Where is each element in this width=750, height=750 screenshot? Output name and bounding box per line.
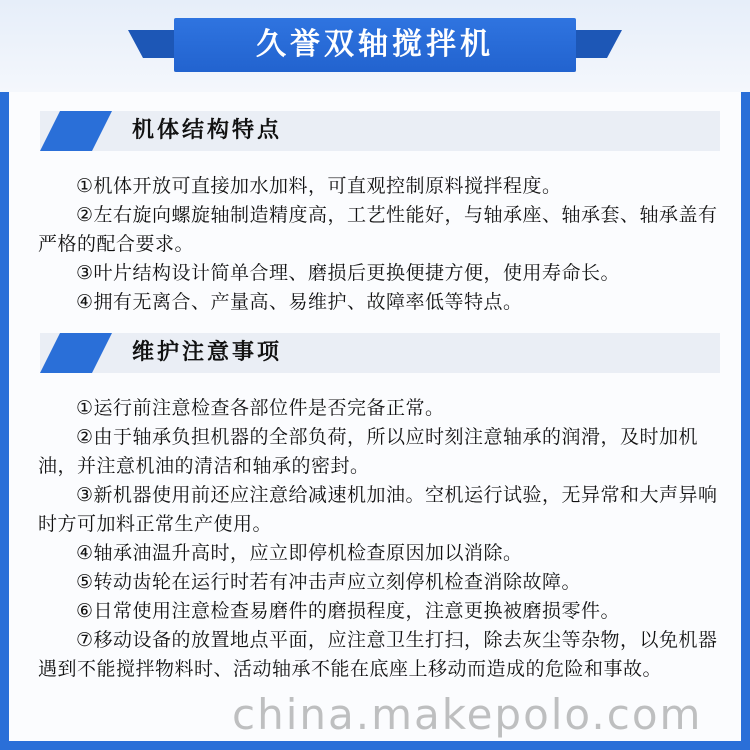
section-body-structure bbox=[38, 172, 726, 317]
feature-item: ①机体开放可直接加水加料，可直观控制原料搅拌程度。 bbox=[76, 175, 562, 197]
maintenance-item: ④轴承油温升高时，应立即停机检查原因加以消除。 bbox=[76, 542, 523, 564]
feature-item: ④拥有无离合、产量高、易维护、故障率低等特点。 bbox=[76, 291, 523, 313]
maintenance-item: ②由于轴承负担机器的全部负荷，所以应时刻注意轴承的润滑，及时加机油，并注意机油的清洁和轴承的密封。 bbox=[38, 426, 699, 477]
maintenance-item: ③新机器使用前还应注意给减速机加油。空机运行试验，无异常和大声异响时方可加料正常生产使用。 bbox=[38, 484, 718, 535]
section-body-maintenance bbox=[38, 394, 726, 684]
section-header-structure bbox=[40, 111, 720, 151]
watermark: china.makepolo.com bbox=[232, 690, 703, 739]
maintenance-item: ⑤转动齿轮在运行时若有冲击声应立刻停机检查消除故障。 bbox=[76, 571, 582, 593]
page-title: 久誉双轴搅拌机 bbox=[256, 27, 494, 62]
section-heading: 维护注意事项 bbox=[132, 340, 283, 365]
maintenance-item: ①运行前注意检查各部位件是否完备正常。 bbox=[76, 397, 445, 419]
maintenance-item: ⑦移动设备的放置地点平面，应注意卫生打扫，除去灰尘等杂物，以免机器遇到不能搅拌物料时、活动轴承不能在底座上移动而造成的危险和事故。 bbox=[38, 629, 718, 680]
section-heading: 机体结构特点 bbox=[132, 118, 283, 143]
section-header-maintenance bbox=[40, 333, 720, 373]
feature-item: ②左右旋向螺旋轴制造精度高，工艺性能好，与轴承座、轴承套、轴承盖有严格的配合要求。 bbox=[38, 204, 718, 255]
maintenance-item: ⑥日常使用注意检查易磨件的磨损程度，注意更换被磨损零件。 bbox=[76, 600, 621, 622]
feature-item: ③叶片结构设计简单合理、磨损后更换便捷方便，使用寿命长。 bbox=[76, 262, 621, 284]
